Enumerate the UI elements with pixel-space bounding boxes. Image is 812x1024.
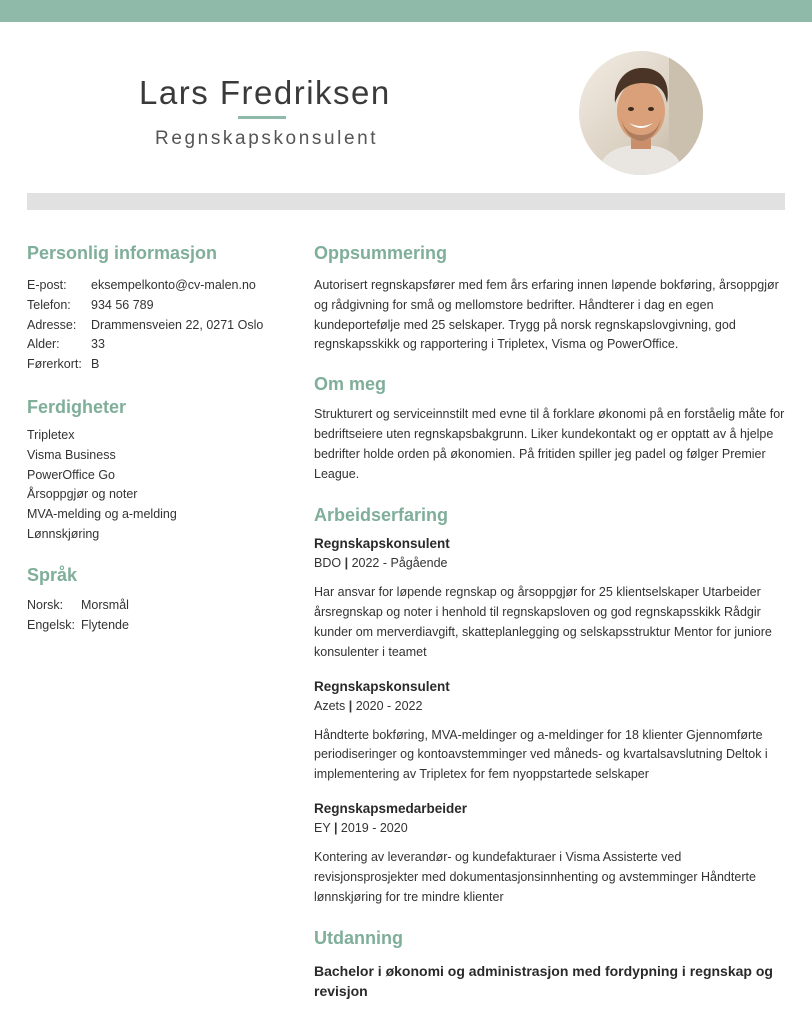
languages-heading: Språk <box>27 564 78 585</box>
email-value: eksempelkonto@cv-malen.no <box>91 278 256 292</box>
language-label: Norsk: <box>27 597 64 612</box>
address-value: Drammensveien 22, 0271 Oslo <box>91 317 264 332</box>
about-text: Strukturert og serviceinnstilt med evne til å forklare økonomi på en forståelig måte for bedriftseiere uten regnskapsbakgrunn. Liker kundekontakt og er opptatt av å hjelpe bedrifter holde orden på økonomien. På fritiden spiller jeg padel og følger Premier League. <box>314 407 785 481</box>
personal-info-heading: Personlig informasjon <box>27 243 218 263</box>
skill-item: PowerOffice Go <box>27 467 116 482</box>
name-underline <box>238 116 286 119</box>
experience-section <box>314 502 786 907</box>
job-entry <box>314 677 786 785</box>
summary-text: Autorisert regnskapsfører med fem års erfaring innen løpende bokføring, årsoppgjør og rådgivning for små og mellomstore bedrifter. Håndterer i dag en egen kundeportefølje med 25 selskaper. Trygg på norsk regnskapslovgivning, god regnskapsskikk og rapportering i Tripletex, Visma og PowerOffice. <box>314 278 779 352</box>
job-title: Regnskapskonsulent <box>314 678 450 694</box>
personal-info-section <box>27 240 287 375</box>
profile-photo <box>579 51 703 175</box>
job-title: Regnskapsmedarbeider <box>314 800 468 816</box>
job-description: Kontering av leverandør- og kundefakturaer i Visma Assisterte ved revisjonsprosjekter med dokumentasjonsinnhenting og avstemminger Håndterte lønnskjøring for tre mindre klienter <box>314 849 756 904</box>
info-row-license <box>27 355 287 375</box>
language-row <box>27 596 287 616</box>
skill-item: Årsoppgjør og noter <box>27 487 138 502</box>
languages-section <box>27 562 287 636</box>
job-description: Håndterte bokføring, MVA-meldinger og a-meldinger for 18 klienter Gjennomførte periodiseringer og kontoavstemminger ved måneds- og kvartalsavslutning Deltok i implementering av Tripletex for fem nyoppstartede selskaper <box>314 727 768 782</box>
skill-item: Tripletex <box>27 427 75 442</box>
info-label: Førerkort: <box>27 357 82 372</box>
info-row-email <box>27 276 287 296</box>
job-meta: Azets | 2020 - 2022 <box>314 698 423 713</box>
job-meta: BDO | 2022 - Pågående <box>314 556 448 571</box>
experience-heading: Arbeidserfaring <box>314 505 449 526</box>
candidate-name: Lars Fredriksen <box>139 74 391 111</box>
skills-section <box>27 394 287 545</box>
header-divider-bar <box>27 193 785 210</box>
info-label: Adresse: <box>27 317 77 332</box>
left-column <box>27 240 287 635</box>
skills-heading: Ferdigheter <box>27 396 127 417</box>
job-title: Regnskapskonsulent <box>314 536 450 552</box>
language-row <box>27 616 287 636</box>
job-company: Azets <box>314 698 346 713</box>
skill-item: Lønnskjøring <box>27 526 100 541</box>
info-row-address <box>27 316 287 336</box>
portrait-illustration <box>579 51 703 175</box>
education-section <box>314 925 786 1001</box>
language-label: Engelsk: <box>27 617 75 632</box>
phone-value: 934 56 789 <box>91 297 154 312</box>
about-section <box>314 371 786 484</box>
job-description: Har ansvar for løpende regnskap og årsoppgjør for 25 klientselskaper Utarbeider årsregnskap og noter i henhold til regnskapsloven og god regnskapsskikk Rådgir kunder om merverdiavgift, skatteplanlegging og selskapsstruktur Mentor for juniore konsulenter i teamet <box>314 585 772 659</box>
info-row-phone <box>27 296 287 316</box>
age-value: 33 <box>91 337 105 352</box>
top-accent-bar <box>0 0 812 22</box>
skill-item: MVA-melding og a-melding <box>27 507 177 522</box>
job-meta: EY | 2019 - 2020 <box>314 820 408 835</box>
job-company: EY <box>314 820 331 835</box>
job-period: 2022 - Pågående <box>351 556 448 571</box>
candidate-role: Regnskapskonsulent <box>155 128 379 149</box>
job-entry <box>314 799 786 907</box>
education-item-title: Bachelor i økonomi og administrasjon med fordypning i regnskap og revisjon <box>314 963 773 1000</box>
job-company: BDO <box>314 556 342 571</box>
info-label: E-post: <box>27 278 67 292</box>
job-entry <box>314 534 786 662</box>
summary-heading: Oppsummering <box>314 243 448 263</box>
personal-info-list <box>27 276 287 375</box>
info-label: Alder: <box>27 337 60 352</box>
right-column <box>314 240 786 1001</box>
info-label: Telefon: <box>27 297 71 312</box>
about-heading: Om meg <box>314 374 387 395</box>
job-period: 2020 - 2022 <box>355 698 423 713</box>
job-period: 2019 - 2020 <box>340 820 408 835</box>
summary-section <box>314 240 786 355</box>
languages-list <box>27 596 287 636</box>
language-level: Morsmål <box>81 597 129 612</box>
skills-list <box>27 426 287 545</box>
skill-item: Visma Business <box>27 447 116 462</box>
info-row-age <box>27 335 287 355</box>
education-heading: Utdanning <box>314 928 403 949</box>
license-value: B <box>91 357 100 372</box>
language-level: Flytende <box>81 617 129 632</box>
